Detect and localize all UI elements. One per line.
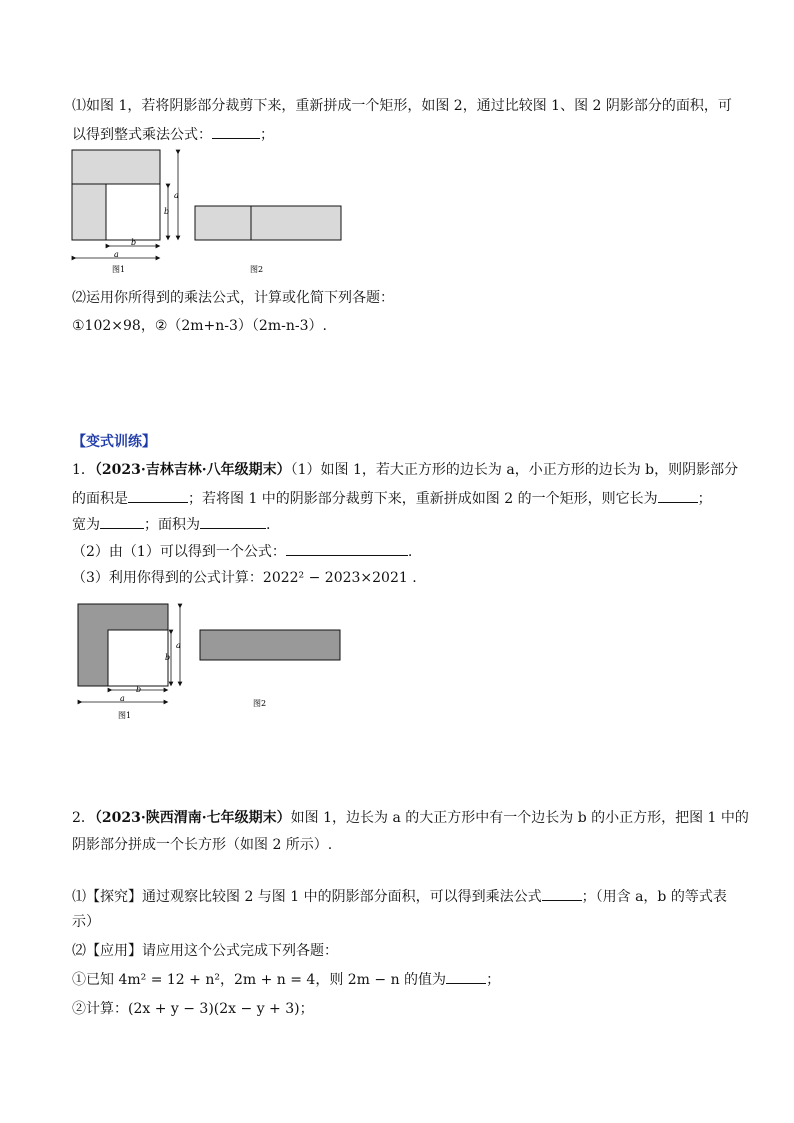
- p1-label-a-horizontal: a: [120, 694, 125, 703]
- p2-line7: ②计算：(2x + y − 3)(2x − y + 3)；: [72, 1001, 314, 1017]
- p1-small-square: [108, 630, 171, 686]
- blank-width[interactable]: [100, 514, 144, 529]
- p1-line1-text: （1）如图 1，若大正方形的边长为 a，小正方形的边长为 b，则阴影部分: [290, 462, 739, 478]
- intro-q2-line: ⑵运用你所得到的乘法公式，计算或化简下列各题：: [72, 290, 394, 306]
- p1-line3-a: 宽为: [72, 517, 100, 533]
- p1-line3-b: ；面积为: [144, 517, 200, 533]
- p1-line1: [72, 460, 738, 480]
- p1-figure-2: [200, 630, 340, 708]
- blank-value[interactable]: [446, 969, 486, 984]
- intro-q1-line1: ⑴如图 1，若将阴影部分裁剪下来，重新拼成一个矩形，如图 2，通过比较图 1、图 2 阴影部分的面积，可: [72, 98, 732, 114]
- answer-blank[interactable]: [212, 124, 260, 139]
- p1-label-b-horizontal: b: [136, 685, 142, 694]
- p2-line3-a: ⑴【探究】通过观察比较图 2 与图 1 中的阴影部分面积，可以得到乘法公式: [72, 889, 542, 905]
- p1-figure-1: [78, 604, 181, 720]
- p1-line2: [72, 488, 712, 509]
- intro-figures: [68, 146, 368, 276]
- p1-fig1-caption: 图1: [118, 711, 132, 720]
- p1-line5-expr: 2022² − 2023×2021 .: [262, 570, 417, 586]
- p1-line4-a: （2）由（1）可以得到一个公式：: [72, 544, 286, 560]
- intro-figure-1: [72, 150, 179, 274]
- intro-q2-items: ①102×98，②（2m+n-3）（2m-n-3）.: [72, 318, 327, 334]
- blank-formula[interactable]: [286, 541, 408, 556]
- intro-fig2-caption: 图2: [250, 265, 264, 274]
- p1-line2-b: ；若将图 1 中的阴影部分裁剪下来，重新拼成如图 2 的一个矩形，则它长为: [188, 491, 658, 507]
- p2-number: 2．: [72, 810, 95, 826]
- p2-line5: ⑵【应用】请应用这个公式完成下列各题：: [72, 943, 338, 959]
- p1-line4-b: .: [407, 544, 413, 560]
- p1-number: 1．: [72, 462, 95, 478]
- blank-length[interactable]: [658, 488, 698, 503]
- p1-label-b-vertical: b: [165, 653, 171, 662]
- p2-line1-text: 如图 1，边长为 a 的大正方形中有一个边长为 b 的小正方形，把图 1 中的: [290, 810, 749, 826]
- p1-figures: [72, 598, 372, 728]
- intro-q1-suffix: ；: [260, 127, 274, 143]
- p2-line2: 阴影部分拼成一个长方形（如图 2 所示）.: [72, 837, 333, 853]
- p1-line4: [72, 541, 412, 562]
- p1-line2-c: ；: [697, 491, 712, 507]
- blank-rect-area[interactable]: [200, 514, 266, 529]
- intro-fig1-caption: 图1: [112, 265, 126, 274]
- p1-line3: [72, 514, 270, 535]
- label-b-vertical: b: [164, 207, 170, 216]
- p1-line3-c: .: [266, 517, 271, 533]
- blank-formula-2[interactable]: [542, 886, 582, 901]
- intro-figure-2: [195, 206, 341, 274]
- p2-line3: [72, 886, 727, 907]
- rearranged-rectangle: [195, 206, 341, 240]
- intro-q1-prefix: 以得到整式乘法公式：: [72, 127, 212, 143]
- p1-source: （2023·吉林吉林·八年级期末）: [94, 462, 291, 478]
- p2-line6: [72, 969, 500, 990]
- p2-line6-a: ①已知 4m² = 12 + n²，2m + n = 4，则 2m − n 的值为: [72, 972, 447, 988]
- label-a-vertical: a: [174, 191, 179, 200]
- p2-line3-b: ；（用含 a，b 的等式表: [581, 889, 727, 905]
- p2-source: （2023·陕西渭南·七年级期末）: [94, 810, 291, 826]
- section-title: 【变式训练】: [72, 434, 156, 450]
- label-b-horizontal: b: [131, 238, 137, 247]
- label-a-horizontal: a: [114, 250, 119, 259]
- p1-line5-text: （3）利用你得到的公式计算：: [72, 570, 263, 586]
- p2-line4: 示）: [72, 914, 100, 930]
- p2-line1: [72, 808, 749, 828]
- p1-label-a-vertical: a: [176, 641, 181, 650]
- p2-line6-b: ；: [486, 972, 501, 988]
- small-square-cut: [106, 184, 160, 240]
- p1-rearranged-rectangle: [200, 630, 340, 660]
- p1-line2-a: 的面积是: [72, 491, 128, 507]
- blank-area[interactable]: [128, 488, 188, 503]
- intro-q1-line2: [72, 124, 274, 145]
- p1-fig2-caption: 图2: [253, 699, 267, 708]
- p1-line5: [72, 568, 417, 588]
